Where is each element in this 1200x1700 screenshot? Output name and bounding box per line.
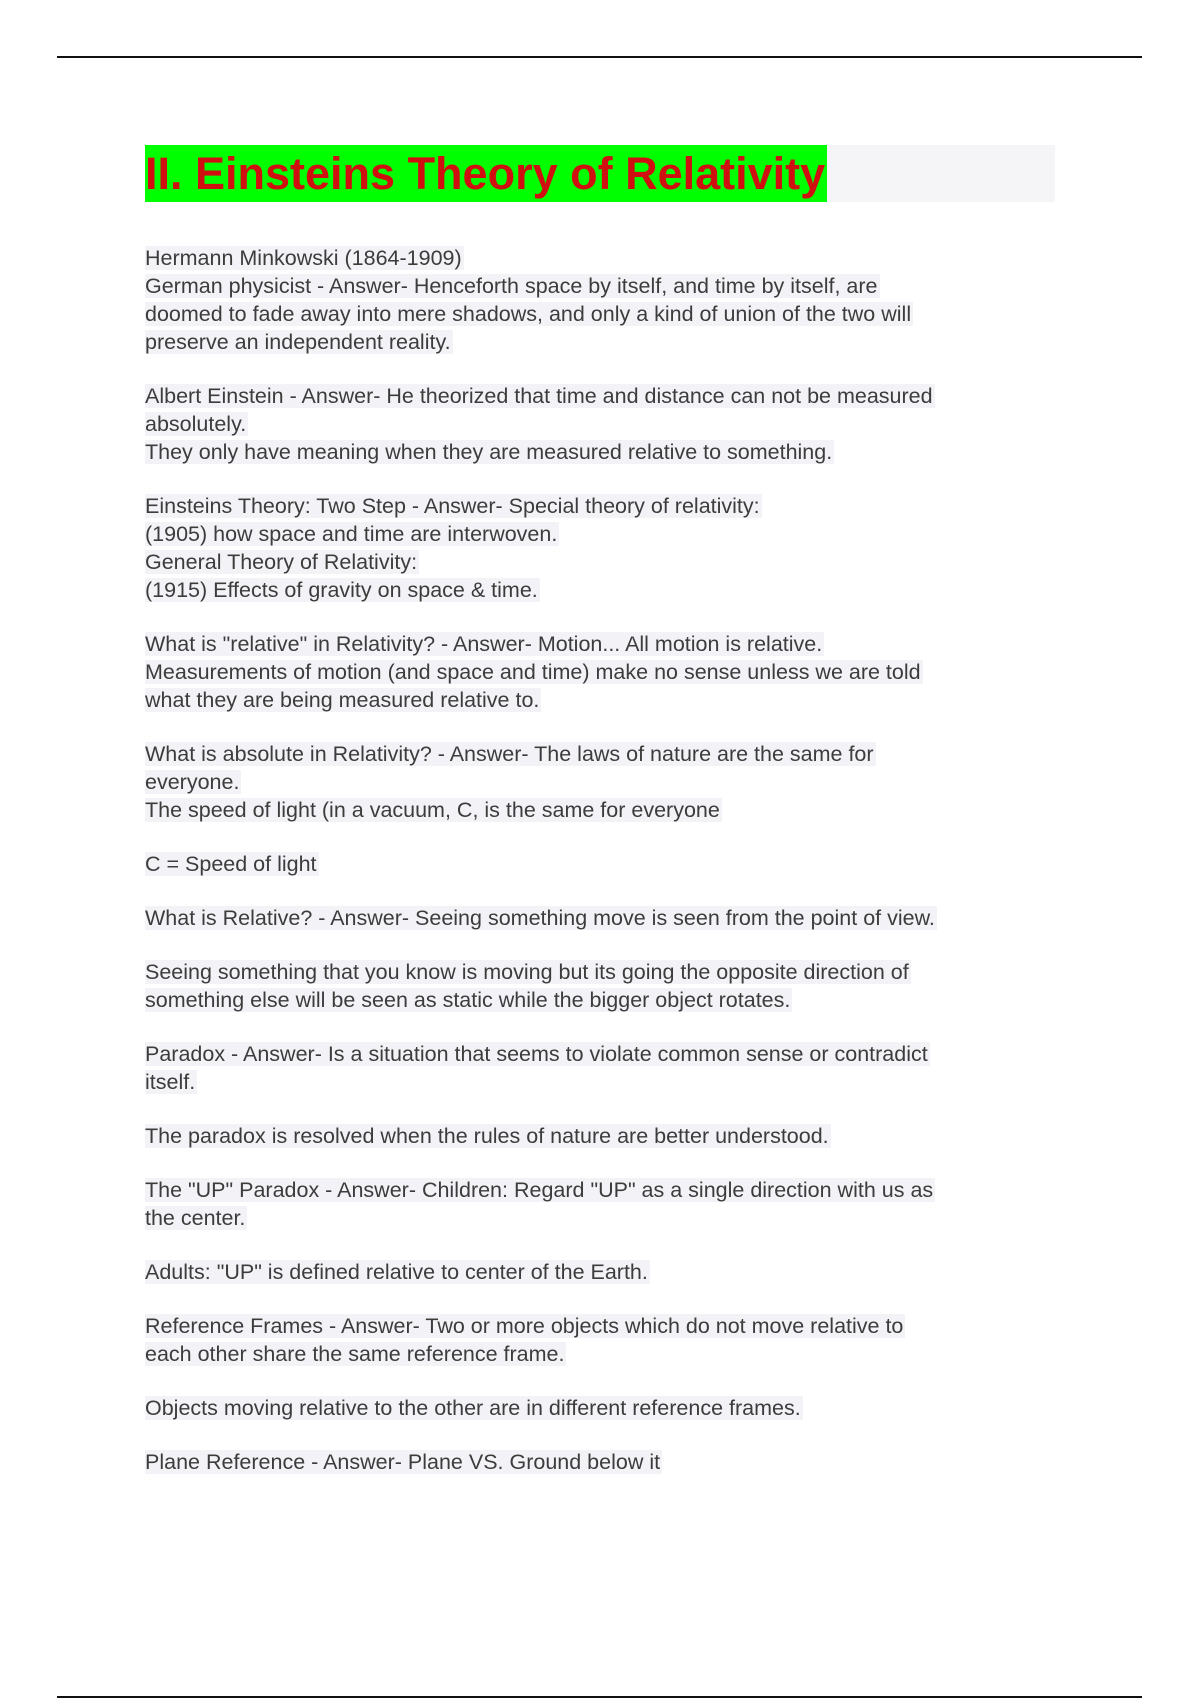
text-line-content: the center. [145,1206,246,1230]
text-line [145,438,1060,466]
text-line [145,1204,1060,1232]
page-title: II. Einsteins Theory of Relativity [145,145,827,202]
text-line-content: German physicist - Answer- Henceforth space by itself, and time by itself, are [145,274,878,298]
text-line-content: itself. [145,1070,196,1094]
text-line [145,244,1060,272]
text-line [145,850,1060,878]
text-line [145,686,1060,714]
paragraph [145,740,1060,824]
paragraph [145,1258,1060,1286]
text-line [145,986,1060,1014]
text-line-content: Albert Einstein - Answer- He theorized that time and distance can not be measured [145,384,933,408]
text-line [145,328,1060,356]
text-line [145,1068,1060,1096]
text-line [145,768,1060,796]
text-line [145,520,1060,548]
text-line-content: (1905) how space and time are interwoven. [145,522,558,546]
text-line-content: Adults: "UP" is defined relative to center of the Earth. [145,1260,648,1284]
text-line [145,410,1060,438]
bottom-rule [57,1696,1142,1698]
text-line-content: General Theory of Relativity: [145,550,418,574]
text-line-content: The paradox is resolved when the rules of nature are better understood. [145,1124,829,1148]
paragraph [145,1312,1060,1368]
text-line-content: What is Relative? - Answer- Seeing something move is seen from the point of view. [145,906,935,930]
paragraph [145,904,1060,932]
text-line-content: Einsteins Theory: Two Step - Answer- Special theory of relativity: [145,494,760,518]
paragraph [145,244,1060,356]
text-line [145,1258,1060,1286]
text-line-content: They only have meaning when they are measured relative to something. [145,440,833,464]
paragraph [145,1448,1060,1476]
text-line [145,1122,1060,1150]
text-line-content: preserve an independent reality. [145,330,451,354]
text-line [145,958,1060,986]
text-line [145,904,1060,932]
text-line-content: What is "relative" in Relativity? - Answer- Motion... All motion is relative. [145,632,823,656]
text-line [145,1040,1060,1068]
text-line [145,740,1060,768]
text-line [145,272,1060,300]
text-line [145,576,1060,604]
text-line [145,630,1060,658]
text-line-content: Hermann Minkowski (1864-1909) [145,246,462,270]
paragraph [145,1394,1060,1422]
text-line-content: Plane Reference - Answer- Plane VS. Ground below it [145,1450,661,1474]
text-line [145,1340,1060,1368]
text-line-content: something else will be seen as static while the bigger object rotates. [145,988,791,1012]
text-line-content: Paradox - Answer- Is a situation that seems to violate common sense or contradict [145,1042,928,1066]
paragraph [145,382,1060,466]
top-rule [57,56,1142,58]
text-line-content: Objects moving relative to the other are in different reference frames. [145,1396,801,1420]
text-line-content: C = Speed of light [145,852,317,876]
paragraph [145,492,1060,604]
text-line-content: The speed of light (in a vacuum, C, is the same for everyone [145,798,720,822]
paragraph [145,850,1060,878]
paragraph [145,630,1060,714]
text-line [145,492,1060,520]
text-line [145,382,1060,410]
text-line-content: what they are being measured relative to. [145,688,540,712]
text-line-content: doomed to fade away into mere shadows, and only a kind of union of the two will [145,302,912,326]
paragraph [145,1040,1060,1096]
text-line [145,796,1060,824]
text-line-content: The "UP" Paradox - Answer- Children: Regard "UP" as a single direction with us as [145,1178,934,1202]
text-line [145,1448,1060,1476]
text-line [145,1176,1060,1204]
text-line-content: Seeing something that you know is moving but its going the opposite direction of [145,960,909,984]
text-line-content: What is absolute in Relativity? - Answer- The laws of nature are the same for [145,742,874,766]
paragraph [145,1122,1060,1150]
paragraph [145,958,1060,1014]
text-line-content: everyone. [145,770,240,794]
text-line-content: Measurements of motion (and space and time) make no sense unless we are told [145,660,921,684]
paragraph [145,1176,1060,1232]
text-line [145,548,1060,576]
text-line [145,300,1060,328]
text-line [145,658,1060,686]
text-line-content: absolutely. [145,412,247,436]
text-line [145,1312,1060,1340]
text-line-content: (1915) Effects of gravity on space & time. [145,578,538,602]
text-line-content: each other share the same reference frame. [145,1342,565,1366]
text-line [145,1394,1060,1422]
document-body [145,244,1060,1502]
text-line-content: Reference Frames - Answer- Two or more objects which do not move relative to [145,1314,904,1338]
